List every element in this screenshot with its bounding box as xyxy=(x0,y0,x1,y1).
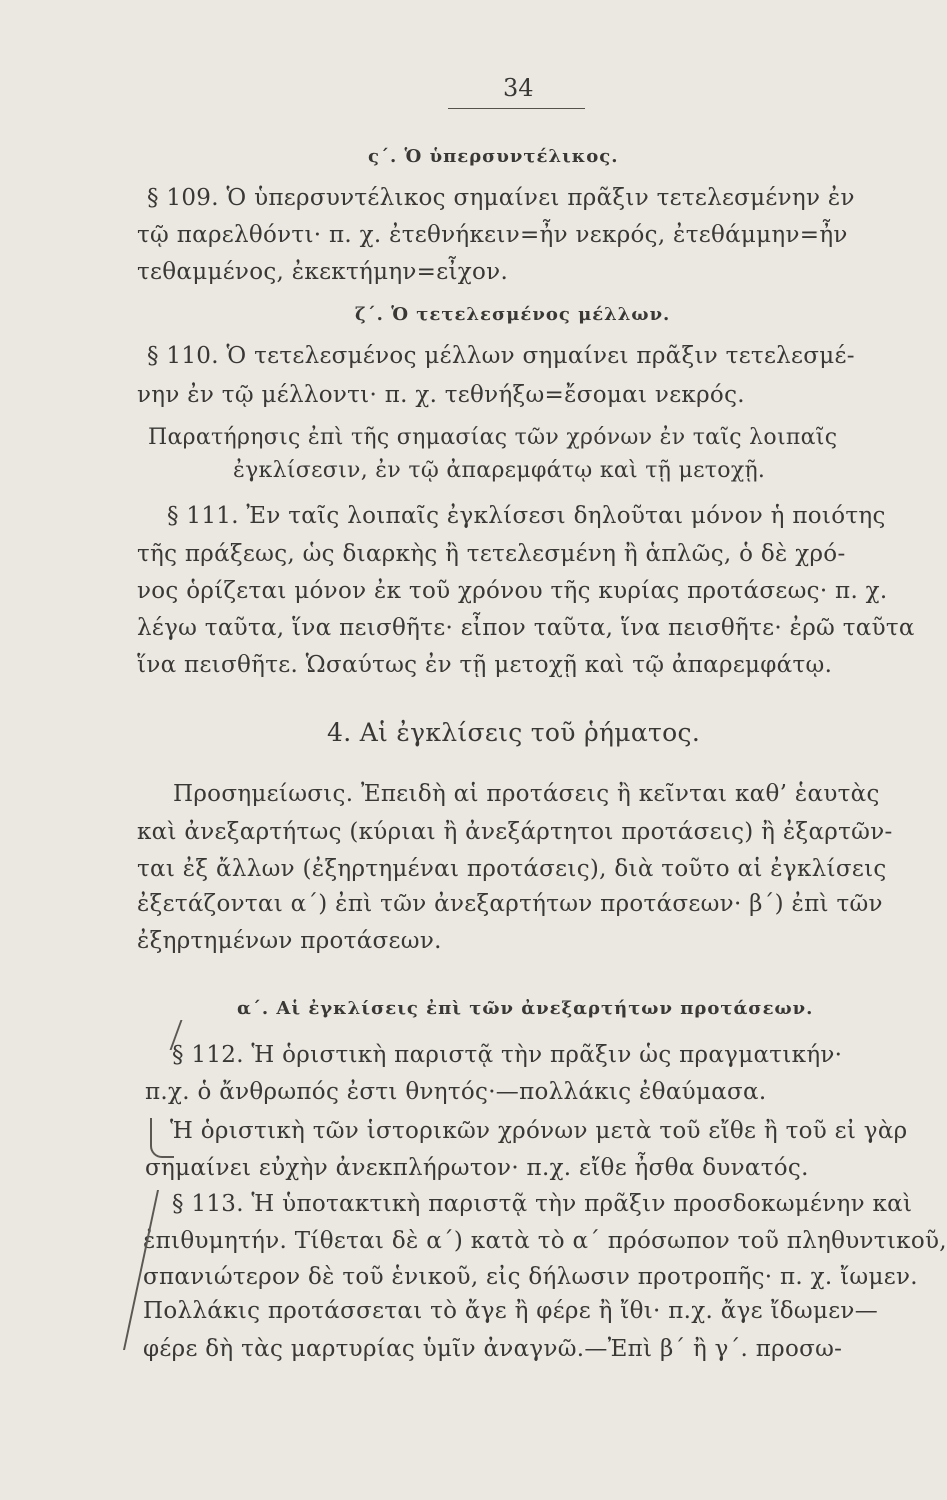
paragraph-109-line-3: τεθαμμένος, ἐκεκτήμην=εἶχον. xyxy=(137,259,509,285)
paragraph-113-line-3: σπανιώτερον δὲ τοῦ ἑνικοῦ, εἰς δήλωσιν προτροπῆς· π. χ. ἴωμεν. xyxy=(143,1264,918,1290)
paragraph-111-line-5: ἵνα πεισθῆτε. Ὡσαύτως ἐν τῇ μετοχῇ καὶ τῷ ἀπαρεμφάτῳ. xyxy=(137,652,833,678)
preliminary-note-line-2: καὶ ἀνεξαρτήτως (κύριαι ἢ ἀνεξάρτητοι προτάσεις) ἢ ἐξαρτῶν- xyxy=(137,819,893,845)
pen-mark-middle xyxy=(150,1118,174,1158)
paragraph-111-line-1: § 111. Ἐν ταῖς λοιπαῖς ἐγκλίσεσι δηλοῦται μόνον ἡ ποιότης xyxy=(167,503,886,529)
remark-heading-line-2: ἐγκλίσεσιν, ἐν τῷ ἀπαρεμφάτῳ καὶ τῇ μετοχῇ. xyxy=(233,458,766,483)
paragraph-113-line-5: φέρε δὴ τὰς μαρτυρίας ὑμῖν ἀναγνῶ.—Ἐπὶ β΄ ἢ γ΄. προσω- xyxy=(143,1336,843,1362)
remark-heading-line-1: Παρατήρησις ἐπὶ τῆς σημασίας τῶν χρόνων ἐν ταῖς λοιπαῖς xyxy=(148,425,838,450)
heading-future-perfect: ζ΄. Ὁ τετελεσμένος μέλλων. xyxy=(355,304,671,325)
section-title-moods: 4. Αἱ ἐγκλίσεις τοῦ ῥήματος. xyxy=(327,718,701,747)
preliminary-note-line-4: ἐξετάζονται α΄) ἐπὶ τῶν ἀνεξαρτήτων προτάσεων· β΄) ἐπὶ τῶν xyxy=(137,891,883,917)
page-number: 34 xyxy=(503,74,534,102)
heading-independent-clauses: α΄. Αἱ ἐγκλίσεις ἐπὶ τῶν ἀνεξαρτήτων προτάσεων. xyxy=(237,998,814,1019)
paragraph-113-line-2: ἐπιθυμητήν. Τίθεται δὲ α΄) κατὰ τὸ α΄ πρόσωπον τοῦ πληθυντικοῦ, xyxy=(143,1228,947,1254)
paragraph-111-line-2: τῆς πράξεως, ὡς διαρκὴς ἢ τετελεσμένη ἢ ἁπλῶς, ὁ δὲ χρό- xyxy=(137,541,846,567)
paragraph-110-line-1: § 110. Ὁ τετελεσμένος μέλλων σημαίνει πρᾶξιν τετελεσμέ- xyxy=(147,343,855,369)
paragraph-112-line-4: σημαίνει εὐχὴν ἀνεκπλήρωτον· π.χ. εἴθε ἦσθα δυνατός. xyxy=(145,1155,809,1181)
paragraph-111-line-4: λέγω ταῦτα, ἵνα πεισθῆτε· εἶπον ταῦτα, ἵνα πεισθῆτε· ἐρῶ ταῦτα xyxy=(137,615,915,641)
preliminary-note-line-1: Προσημείωσις. Ἐπειδὴ αἱ προτάσεις ἢ κεῖνται καθ’ ἑαυτὰς xyxy=(173,781,880,807)
paragraph-112-line-3: Ἡ ὁριστικὴ τῶν ἱστορικῶν χρόνων μετὰ τοῦ εἴθε ἢ τοῦ εἰ γὰρ xyxy=(170,1118,908,1144)
page-number-rule xyxy=(448,108,585,109)
paragraph-113-line-1: § 113. Ἡ ὑποτακτικὴ παριστᾷ τὴν πρᾶξιν προσδοκωμένην καὶ xyxy=(172,1191,913,1217)
preliminary-note-line-3: ται ἐξ ἄλλων (ἐξηρτημέναι προτάσεις), διὰ τοῦτο αἱ ἐγκλίσεις xyxy=(137,856,887,882)
paragraph-112-line-2: π.χ. ὁ ἄνθρωπός ἐστι θνητός·—πολλάκις ἐθαύμασα. xyxy=(145,1079,767,1105)
preliminary-note-line-5: ἐξηρτημένων προτάσεων. xyxy=(137,928,442,954)
paragraph-109-line-1: § 109. Ὁ ὑπερσυντέλικος σημαίνει πρᾶξιν τετελεσμένην ἐν xyxy=(147,185,855,211)
heading-pluperfect: ς΄. Ὁ ὑπερσυντέλικος. xyxy=(368,146,619,167)
paragraph-111-line-3: νος ὁρίζεται μόνον ἐκ τοῦ χρόνου τῆς κυρίας προτάσεως· π. χ. xyxy=(137,578,888,604)
paragraph-113-line-4: Πολλάκις προτάσσεται τὸ ἄγε ἢ φέρε ἢ ἴθι· π.χ. ἄγε ἴδωμεν— xyxy=(143,1298,879,1324)
paragraph-112-line-1: § 112. Ἡ ὁριστικὴ παριστᾷ τὴν πρᾶξιν ὡς πραγματικήν· xyxy=(172,1042,843,1068)
paragraph-110-line-2: νην ἐν τῷ μέλλοντι· π. χ. τεθνήξω=ἔσομαι νεκρός. xyxy=(137,382,745,408)
paragraph-109-line-2: τῷ παρελθόντι· π. χ. ἐτεθνήκειν=ἦν νεκρός, ἐτεθάμμην=ἦν xyxy=(137,222,848,248)
